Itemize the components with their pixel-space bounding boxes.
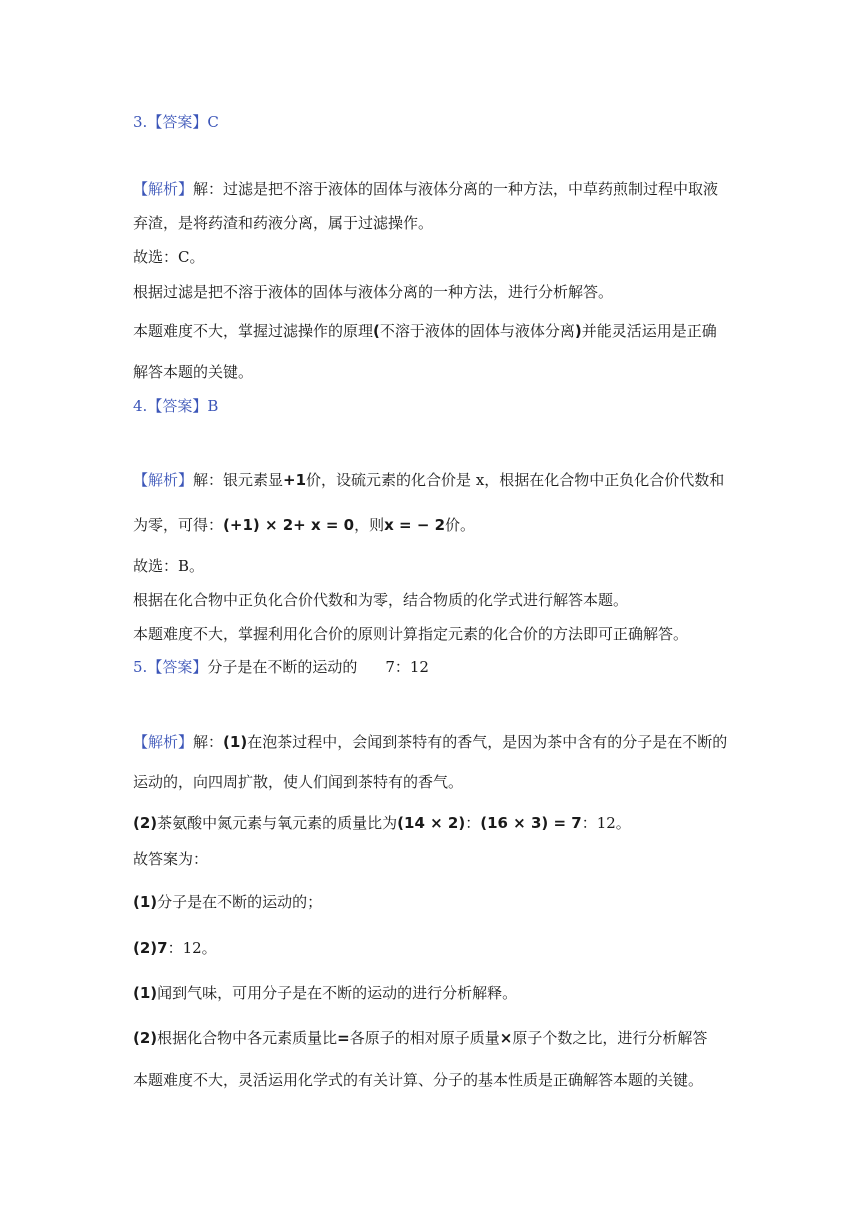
q5-exp2-num: (2) xyxy=(133,1029,158,1047)
q4-summary: 本题难度不大，掌握利用化合价的原则计算指定元素的化合价的方法即可正确解答。 xyxy=(133,625,689,643)
q5-exp2-equals: = xyxy=(337,1029,350,1047)
q4-analysis-line-2 xyxy=(133,514,475,536)
q5-analysis-line-3 xyxy=(133,812,631,834)
q3-summary-open-paren: ( xyxy=(373,322,380,340)
q5-line3-d: ： xyxy=(465,814,481,832)
q5-line3-num: (2) xyxy=(133,814,158,832)
q5-answer-value-1: 分子是在不断的运动的 xyxy=(207,658,358,676)
q4-line2-e: 价。 xyxy=(445,516,476,534)
q4-text-a: 解：银元素显 xyxy=(193,471,284,489)
q5-analysis-tag: 【解析】 xyxy=(133,733,194,751)
q5-answer-value-2: 7：12 xyxy=(385,658,429,676)
q5-explanation-2 xyxy=(133,1027,707,1049)
q5-line1-a: 解： xyxy=(193,733,224,751)
q3-summary-part-c: 不溶于液体的固体与液体分离 xyxy=(379,322,575,340)
q5-answer-line xyxy=(133,656,429,678)
q5-line3-b: 茶氨酸中氮元素与氧元素的质量比为 xyxy=(157,814,398,832)
q4-answer-line xyxy=(133,395,218,417)
q5-exp1-num: (1) xyxy=(133,984,158,1002)
q5-analysis-line-2: 运动的，向四周扩散，使人们闻到茶特有的香气。 xyxy=(133,773,464,791)
q4-method: 根据在化合物中正负化合价代数和为零，结合物质的化学式进行解答本题。 xyxy=(133,591,629,609)
q4-result: x = − 2 xyxy=(384,516,446,534)
q5-line3-e: (16 × 3) = 7 xyxy=(480,814,582,832)
q5-ans2-text: ：12。 xyxy=(167,939,217,957)
q3-method: 根据过滤是把不溶于液体的固体与液体分离的一种方法，进行分析解答。 xyxy=(133,283,614,301)
q3-answer-line xyxy=(133,111,219,133)
q5-line1-c: 在泡茶过程中，会闻到茶特有的香气，是因为茶中含有的分子是在不断的 xyxy=(247,733,728,751)
q5-ans1-text: 分子是在不断的运动的； xyxy=(157,893,323,911)
q3-number: 3. xyxy=(133,113,148,131)
q3-summary-part-a: 本题难度不大，掌握过滤操作的原理 xyxy=(133,322,374,340)
q5-ans2-num: (2)7 xyxy=(133,939,168,957)
q5-answer-tag: 【答案】 xyxy=(147,658,208,676)
q5-exp2-b: 根据化合物中各元素质量比 xyxy=(157,1029,338,1047)
q5-answer-1 xyxy=(133,891,322,913)
q5-ans1-num: (1) xyxy=(133,893,158,911)
q3-summary-line-2: 解答本题的关键。 xyxy=(133,363,254,381)
q5-line3-f: ：12。 xyxy=(581,814,631,832)
q3-analysis-line-1 xyxy=(133,178,718,200)
q5-exp2-f: 原子个数之比，进行分析解答 xyxy=(512,1029,708,1047)
q5-conclusion: 故答案为： xyxy=(133,850,209,868)
q4-analysis-tag: 【解析】 xyxy=(133,471,194,489)
q4-analysis-line-1 xyxy=(133,469,724,491)
q4-answer-tag: 【答案】 xyxy=(147,397,208,415)
q3-analysis-tag: 【解析】 xyxy=(133,180,194,198)
q4-line2-a: 为零，可得： xyxy=(133,516,224,534)
q3-summary-line-1 xyxy=(133,320,717,342)
q3-analysis-text-1: 解：过滤是把不溶于液体的固体与液体分离的一种方法，中草药煎制过程中取液 xyxy=(193,180,719,198)
q3-summary-part-e: 并能灵活运用是正确 xyxy=(581,322,717,340)
q3-answer-tag: 【答案】 xyxy=(147,113,208,131)
q4-line2-c: ，则 xyxy=(354,516,385,534)
q5-answer-2 xyxy=(133,937,217,959)
q5-number: 5. xyxy=(133,658,148,676)
q4-text-c: 价，设硫元素的化合价是 x，根据在化合物中正负化合价代数和 xyxy=(306,471,725,489)
q4-equation: (+1) × 2+ x = 0 xyxy=(223,516,355,534)
q5-analysis-line-1 xyxy=(133,731,727,753)
q5-line1-num: (1) xyxy=(223,733,248,751)
q3-analysis-line-2: 弃渣，是将药渣和药液分离，属于过滤操作。 xyxy=(133,214,434,232)
q4-choice: 故选：B。 xyxy=(133,557,205,575)
q5-exp2-times: × xyxy=(499,1029,513,1047)
q3-answer-value: C xyxy=(207,113,219,131)
q5-exp1-text: 闻到气味，可用分子是在不断的运动的进行分析解释。 xyxy=(157,984,518,1002)
q3-summary-close-paren: ) xyxy=(574,322,582,340)
q5-line3-c: (14 × 2) xyxy=(397,814,466,832)
q5-exp2-d: 各原子的相对原子质量 xyxy=(349,1029,500,1047)
q5-explanation-1 xyxy=(133,982,517,1004)
q3-choice: 故选：C。 xyxy=(133,248,205,266)
q4-number: 4. xyxy=(133,397,148,415)
q4-answer-value: B xyxy=(207,397,219,415)
q4-valence-silver: +1 xyxy=(283,471,307,489)
q5-summary: 本题难度不大，灵活运用化学式的有关计算、分子的基本性质是正确解答本题的关键。 xyxy=(133,1071,704,1089)
